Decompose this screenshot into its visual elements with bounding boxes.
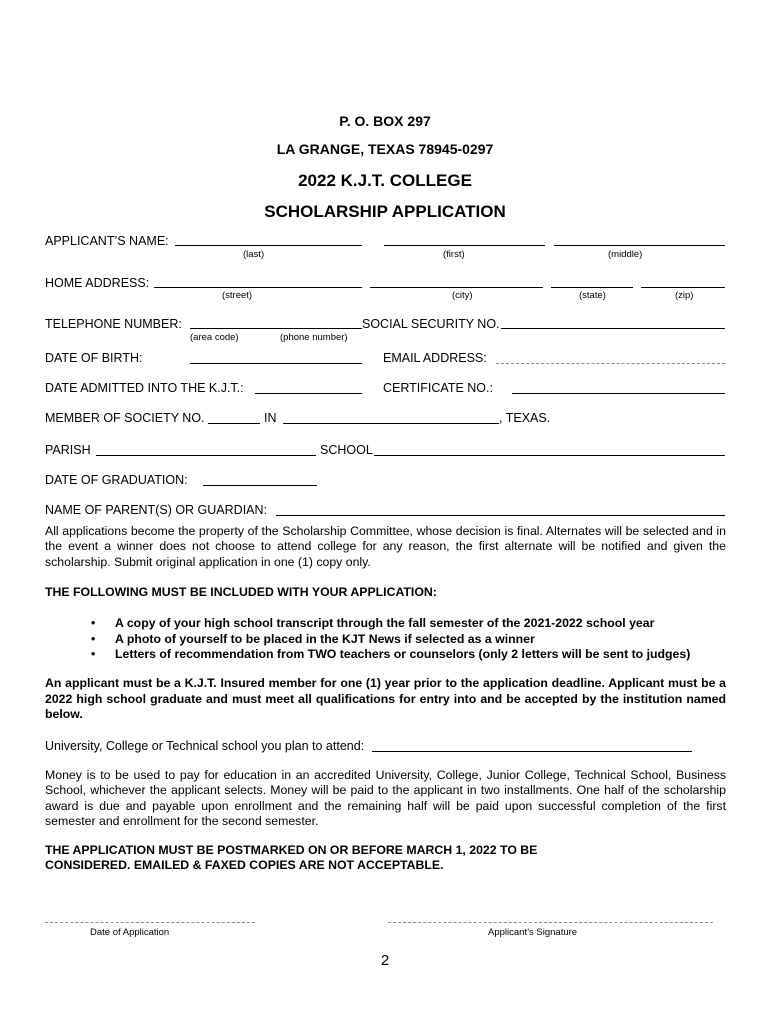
society-city-field[interactable] [283, 423, 499, 424]
bullet-icon: • [91, 616, 96, 630]
requirement-letters [91, 647, 690, 663]
po-box: P. O. BOX 297 [339, 113, 431, 129]
applicant-name-label: APPLICANT’S NAME: [45, 234, 169, 248]
parish-label: PARISH [45, 443, 91, 457]
policy-paragraph: All applications become the property of the Scholarship Committee, whose decision is final. Alternates will be selected and in the event a winner does not choose to attend college for any reason, the first alternate will be notified and given the scholarship. Submit original application in one (1) copy only. [45, 524, 726, 569]
last-caption: (last) [243, 249, 265, 260]
email-field[interactable] [496, 363, 725, 364]
requirement-transcript [91, 616, 690, 632]
email-label: EMAIL ADDRESS: [383, 351, 487, 365]
requirement-text: A copy of your high school transcript through the fall semester of the 2021-2022 school year [115, 616, 655, 630]
first-caption: (first) [443, 249, 465, 260]
last-name-field[interactable] [175, 245, 362, 246]
applicant-signature-caption: Applicant’s Signature [488, 927, 578, 938]
graduation-label: DATE OF GRADUATION: [45, 473, 188, 487]
parent-field[interactable] [276, 515, 725, 516]
graduation-field[interactable] [203, 485, 317, 486]
requirement-text: Letters of recommendation from TWO teachers or counselors (only 2 letters will be sent to judges) [115, 647, 691, 661]
form-subtitle: SCHOLARSHIP APPLICATION [264, 202, 506, 221]
city-caption: (city) [452, 290, 473, 301]
date-admitted-field[interactable] [255, 393, 362, 394]
society-label: MEMBER OF SOCIETY NO. [45, 411, 205, 425]
parish-field[interactable] [96, 455, 316, 456]
state-field[interactable] [551, 287, 633, 288]
city-line: LA GRANGE, TEXAS 78945-0297 [276, 141, 494, 157]
telephone-label: TELEPHONE NUMBER: [45, 317, 182, 331]
school-plan-field[interactable] [372, 751, 692, 752]
requirement-text: A photo of yourself to be placed in the KJT News if selected as a winner [115, 631, 535, 646]
deadline-line-2: CONSIDERED. EMAILED & FAXED COPIES ARE NOT ACCEPTABLE. [45, 858, 444, 872]
school-plan-label: University, College or Technical school you plan to attend: [45, 739, 365, 753]
applicant-signature-field[interactable] [388, 922, 713, 923]
zip-caption: (zip) [675, 290, 694, 301]
society-in-label: IN [264, 411, 277, 425]
parent-label: NAME OF PARENT(S) OR GUARDIAN: [45, 503, 268, 517]
dob-label: DATE OF BIRTH: [45, 351, 143, 365]
society-number-field[interactable] [208, 423, 260, 424]
state-caption: (state) [579, 290, 606, 301]
dob-field[interactable] [190, 363, 362, 364]
street-field[interactable] [154, 287, 362, 288]
first-name-field[interactable] [384, 245, 545, 246]
eligibility-paragraph: An applicant must be a K.J.T. Insured member for one (1) year prior to the application deadline. Applicant must be a 2022 high school graduate and must meet all qualifications for entry into and be accepted by the institution named below. [45, 676, 726, 722]
date-of-application-caption: Date of Application [90, 927, 170, 938]
form-title: 2022 K.J.T. COLLEGE [298, 171, 472, 190]
street-caption: (street) [222, 290, 253, 301]
telephone-field[interactable] [190, 328, 362, 329]
middle-caption: (middle) [608, 249, 643, 260]
school-field[interactable] [374, 455, 725, 456]
ssn-field[interactable] [501, 328, 725, 329]
requirements-list [91, 616, 690, 663]
deadline-line-1: THE APPLICATION MUST BE POSTMARKED ON OR BEFORE MARCH 1, 2022 TO BE [45, 843, 538, 857]
society-texas-label: , TEXAS. [499, 411, 551, 425]
area-code-caption: (area code) [190, 332, 239, 343]
requirements-heading: THE FOLLOWING MUST BE INCLUDED WITH YOUR APPLICATION: [45, 585, 437, 599]
school-label: SCHOOL [320, 443, 373, 457]
page-number: 2 [380, 952, 390, 969]
bullet-icon: • [91, 631, 96, 646]
city-field[interactable] [370, 287, 543, 288]
requirement-photo [91, 632, 690, 648]
certificate-label: CERTIFICATE NO.: [383, 381, 493, 395]
zip-field[interactable] [641, 287, 725, 288]
bullet-icon: • [91, 647, 96, 661]
date-of-application-field[interactable] [45, 922, 255, 923]
home-address-label: HOME ADDRESS: [45, 276, 150, 290]
phone-number-caption: (phone number) [280, 332, 348, 343]
date-admitted-label: DATE ADMITTED INTO THE K.J.T.: [45, 381, 244, 395]
middle-name-field[interactable] [554, 245, 725, 246]
money-paragraph: Money is to be used to pay for education in an accredited University, College, Junior College, Technical School, Business School, whichever the applicant selects. Money will be paid to the applicant in two installments. One half of the scholarship award is due and payable upon enrollment and the remaining half will be paid upon successful completion of the first semester and enrollment for the second semester. [45, 768, 726, 829]
ssn-label: SOCIAL SECURITY NO. [362, 317, 500, 331]
certificate-field[interactable] [512, 393, 725, 394]
